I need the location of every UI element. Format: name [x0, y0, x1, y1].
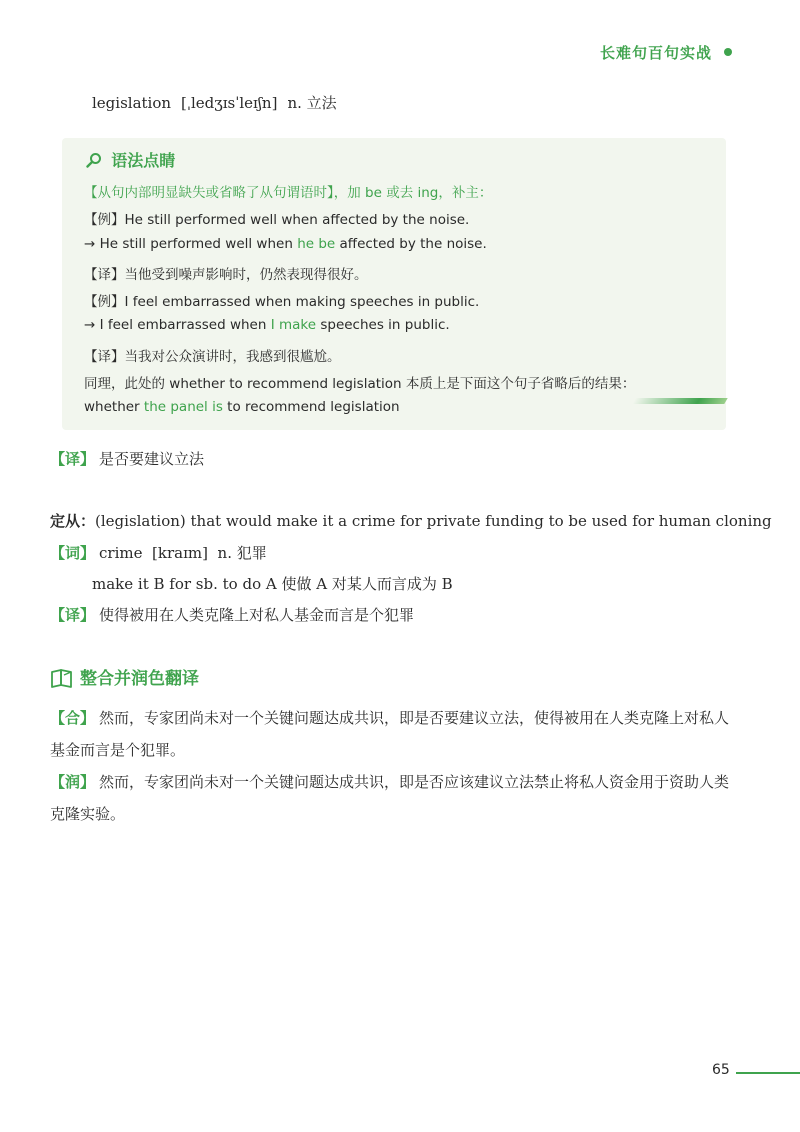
vocab-definition: n. 立法 — [287, 94, 337, 112]
book-icon — [50, 668, 74, 693]
polished-translation — [50, 766, 740, 830]
page-number: 65 — [712, 1062, 730, 1078]
translation-tag: 【译】 — [84, 349, 125, 365]
example-2-translation — [84, 345, 341, 365]
grammar-title-text: 语法点睛 — [111, 151, 176, 170]
translation-text: 当我对公众演讲时，我感到很尴尬。 — [124, 349, 341, 365]
clause-label: 定从： — [50, 512, 96, 530]
word-definition: n. 犯罪 — [217, 544, 267, 562]
translation-tag: 【译】 — [50, 606, 96, 624]
translation-1 — [50, 448, 204, 469]
vocab-word: legislation — [92, 94, 172, 112]
example-1 — [84, 208, 469, 228]
example-1-translation — [84, 263, 368, 283]
combined-tag: 【合】 — [50, 709, 96, 727]
vocab-phonetic: [ˌledʒɪsˈleɪʃn] — [181, 94, 278, 112]
example-text: I feel embarrassed when making speeches in public. — [124, 294, 480, 310]
example-2 — [84, 290, 479, 310]
rewrite-pre: → I feel embarrassed when — [84, 317, 271, 333]
combined-text: 然而，专家团尚未对一个关键问题达成共识，即是否要建议立法，使得被用在人类克隆上对私人基金而言是个犯罪。 — [50, 709, 730, 759]
rewrite-post: affected by the noise. — [335, 236, 487, 252]
example-tag: 【例】 — [84, 212, 125, 228]
translation-tag: 【译】 — [84, 267, 125, 283]
relative-clause — [50, 510, 772, 531]
example-2-rewrite — [84, 317, 450, 333]
rewrite-post: speeches in public. — [316, 317, 450, 333]
same-reasoning-example — [84, 399, 400, 415]
combined-translation — [50, 702, 740, 766]
rewrite-pre: → He still performed well when — [84, 236, 298, 252]
phrase-entry: make it B for sb. to do A 使做 A 对某人而言成为 B — [92, 575, 453, 593]
example-text: He still performed well when affected by the noise. — [124, 212, 470, 228]
header-dot-icon — [724, 48, 732, 56]
rewrite-highlight: he be — [297, 236, 336, 252]
grammar-title — [86, 148, 175, 171]
word-tag: 【词】 — [50, 544, 96, 562]
box-accent-decoration — [632, 398, 727, 404]
translation-text: 使得被用在人类克隆上对私人基金而言是个犯罪 — [99, 606, 415, 624]
section-title — [50, 664, 199, 693]
polished-tag: 【润】 — [50, 773, 96, 791]
word-phonetic: [kraɪm] — [152, 544, 208, 562]
magnifier-icon — [86, 152, 107, 170]
translation-2 — [50, 604, 414, 625]
rewrite-highlight: I make — [270, 317, 317, 333]
polished-text: 然而，专家团尚未对一个关键问题达成共识，即是否应该建议立法禁止将私人资金用于资助人类克隆实验。 — [50, 773, 730, 823]
grammar-rule: 【从句内部明显缺失或省略了从句谓语时】，加 be 或去 ing，补主： — [84, 185, 493, 201]
example-pre: whether — [84, 399, 144, 415]
translation-tag: 【译】 — [50, 450, 96, 468]
same-reasoning-note: 同理，此处的 whether to recommend legislation 本质上是下面这个句子省略后的结果： — [84, 376, 636, 392]
section-title-text: 整合并润色翻译 — [80, 669, 199, 689]
translation-text: 当他受到噪声影响时，仍然表现得很好。 — [124, 267, 368, 283]
page-number-rule — [736, 1072, 800, 1074]
word-entry — [50, 542, 267, 563]
clause-text: (legislation) that would make it a crime for private funding to be used for human cloning — [95, 512, 772, 530]
running-header-title: 长难句百句实战 — [599, 44, 712, 62]
translation-text: 是否要建议立法 — [99, 450, 205, 468]
word: crime — [99, 544, 143, 562]
example-tag: 【例】 — [84, 294, 125, 310]
example-1-rewrite — [84, 236, 487, 252]
example-post: to recommend legislation — [222, 399, 400, 415]
example-highlight: the panel is — [143, 399, 223, 415]
vocab-entry — [92, 92, 337, 113]
